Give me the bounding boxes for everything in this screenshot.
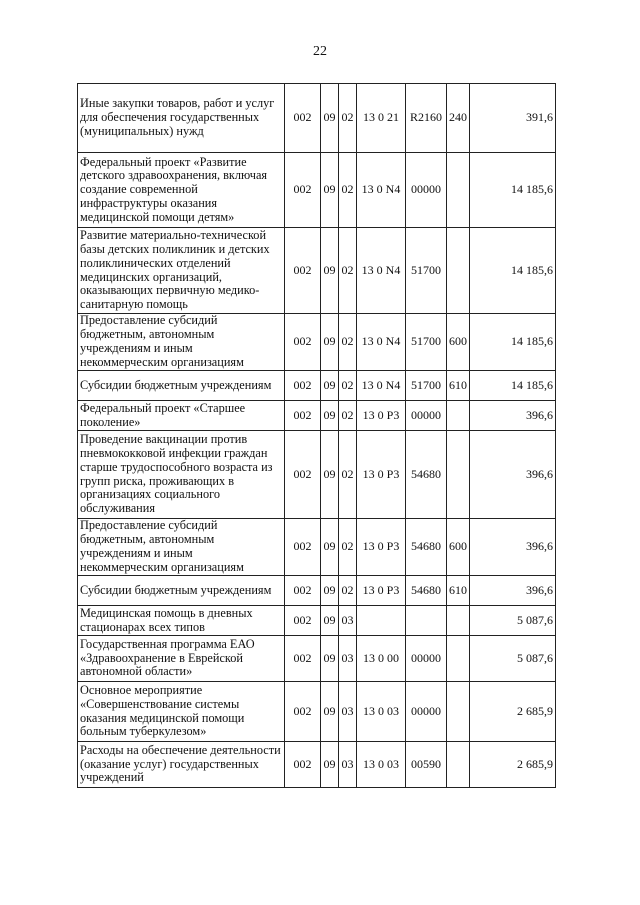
section-code-cell: 09 bbox=[321, 519, 339, 576]
direction-code-cell: 00000 bbox=[406, 401, 447, 431]
table-row bbox=[78, 314, 556, 371]
amount-cell: 396,6 bbox=[470, 576, 556, 606]
program-code-cell: 13 0 P3 bbox=[357, 519, 406, 576]
direction-code-cell: 00000 bbox=[406, 636, 447, 682]
direction-code-cell: 54680 bbox=[406, 576, 447, 606]
section-code-cell: 09 bbox=[321, 636, 339, 682]
subsection-code-cell: 02 bbox=[339, 431, 357, 519]
ministry-code-cell: 002 bbox=[285, 576, 321, 606]
section-code-cell: 09 bbox=[321, 84, 339, 153]
direction-code-cell: 54680 bbox=[406, 431, 447, 519]
subsection-code-cell: 02 bbox=[339, 153, 357, 228]
subsection-code-cell: 02 bbox=[339, 314, 357, 371]
program-code-cell: 13 0 N4 bbox=[357, 314, 406, 371]
expense-type-code-cell: 610 bbox=[447, 371, 470, 401]
section-code-cell: 09 bbox=[321, 228, 339, 314]
ministry-code-cell: 002 bbox=[285, 153, 321, 228]
program-code-cell: 13 0 P3 bbox=[357, 431, 406, 519]
expense-type-code-cell: 600 bbox=[447, 314, 470, 371]
direction-code-cell: 51700 bbox=[406, 371, 447, 401]
subsection-code-cell: 02 bbox=[339, 228, 357, 314]
section-code-cell: 09 bbox=[321, 576, 339, 606]
direction-code-cell: R2160 bbox=[406, 84, 447, 153]
row-name-cell: Федеральный проект «Развитие детского здравоохранения, включая создание современной инфраструктуры оказания медицинской помощи детям» bbox=[78, 153, 285, 228]
program-code-cell: 13 0 21 bbox=[357, 84, 406, 153]
table-row bbox=[78, 431, 556, 519]
ministry-code-cell: 002 bbox=[285, 742, 321, 788]
expense-type-code-cell: 600 bbox=[447, 519, 470, 576]
ministry-code-cell: 002 bbox=[285, 401, 321, 431]
direction-code-cell: 51700 bbox=[406, 314, 447, 371]
subsection-code-cell: 02 bbox=[339, 84, 357, 153]
row-name-cell: Проведение вакцинации против пневмококковой инфекции граждан старше трудоспособного возраста из групп риска, проживающих в организациях социального обслуживания bbox=[78, 431, 285, 519]
budget-table-body bbox=[78, 84, 556, 788]
expense-type-code-cell bbox=[447, 153, 470, 228]
amount-cell: 14 185,6 bbox=[470, 228, 556, 314]
row-name-cell: Субсидии бюджетным учреждениям bbox=[78, 371, 285, 401]
section-code-cell: 09 bbox=[321, 314, 339, 371]
section-code-cell: 09 bbox=[321, 742, 339, 788]
section-code-cell: 09 bbox=[321, 371, 339, 401]
expense-type-code-cell: 610 bbox=[447, 576, 470, 606]
budget-table bbox=[77, 83, 556, 788]
ministry-code-cell: 002 bbox=[285, 371, 321, 401]
expense-type-code-cell bbox=[447, 228, 470, 314]
subsection-code-cell: 03 bbox=[339, 606, 357, 636]
amount-cell: 396,6 bbox=[470, 401, 556, 431]
section-code-cell: 09 bbox=[321, 431, 339, 519]
table-row bbox=[78, 682, 556, 742]
program-code-cell: 13 0 03 bbox=[357, 682, 406, 742]
ministry-code-cell: 002 bbox=[285, 228, 321, 314]
expense-type-code-cell bbox=[447, 401, 470, 431]
expense-type-code-cell bbox=[447, 636, 470, 682]
amount-cell: 396,6 bbox=[470, 519, 556, 576]
subsection-code-cell: 02 bbox=[339, 371, 357, 401]
expense-type-code-cell bbox=[447, 431, 470, 519]
amount-cell: 14 185,6 bbox=[470, 371, 556, 401]
amount-cell: 14 185,6 bbox=[470, 314, 556, 371]
subsection-code-cell: 02 bbox=[339, 519, 357, 576]
expense-type-code-cell bbox=[447, 742, 470, 788]
page-number: 22 bbox=[313, 44, 327, 59]
table-row bbox=[78, 576, 556, 606]
ministry-code-cell: 002 bbox=[285, 84, 321, 153]
expense-type-code-cell bbox=[447, 682, 470, 742]
amount-cell: 391,6 bbox=[470, 84, 556, 153]
program-code-cell: 13 0 P3 bbox=[357, 576, 406, 606]
row-name-cell: Государственная программа ЕАО «Здравоохранение в Еврейской автономной области» bbox=[78, 636, 285, 682]
program-code-cell: 13 0 00 bbox=[357, 636, 406, 682]
program-code-cell: 13 0 P3 bbox=[357, 401, 406, 431]
section-code-cell: 09 bbox=[321, 153, 339, 228]
direction-code-cell: 00590 bbox=[406, 742, 447, 788]
amount-cell: 14 185,6 bbox=[470, 153, 556, 228]
amount-cell: 396,6 bbox=[470, 431, 556, 519]
ministry-code-cell: 002 bbox=[285, 606, 321, 636]
table-row bbox=[78, 228, 556, 314]
direction-code-cell bbox=[406, 606, 447, 636]
section-code-cell: 09 bbox=[321, 401, 339, 431]
amount-cell: 2 685,9 bbox=[470, 682, 556, 742]
row-name-cell: Иные закупки товаров, работ и услуг для обеспечения государственных (муниципальных) нужд bbox=[78, 84, 285, 153]
ministry-code-cell: 002 bbox=[285, 431, 321, 519]
subsection-code-cell: 03 bbox=[339, 636, 357, 682]
subsection-code-cell: 02 bbox=[339, 576, 357, 606]
amount-cell: 5 087,6 bbox=[470, 636, 556, 682]
direction-code-cell: 54680 bbox=[406, 519, 447, 576]
table-row bbox=[78, 519, 556, 576]
table-row bbox=[78, 84, 556, 153]
subsection-code-cell: 03 bbox=[339, 742, 357, 788]
program-code-cell: 13 0 N4 bbox=[357, 228, 406, 314]
ministry-code-cell: 002 bbox=[285, 682, 321, 742]
direction-code-cell: 51700 bbox=[406, 228, 447, 314]
table-row bbox=[78, 371, 556, 401]
row-name-cell: Расходы на обеспечение деятельности (оказание услуг) государственных учреждений bbox=[78, 742, 285, 788]
ministry-code-cell: 002 bbox=[285, 519, 321, 576]
row-name-cell: Медицинская помощь в дневных стационарах всех типов bbox=[78, 606, 285, 636]
row-name-cell: Федеральный проект «Старшее поколение» bbox=[78, 401, 285, 431]
row-name-cell: Развитие материально-технической базы детских поликлиник и детских поликлинических отделений медицинских организаций, оказывающих первичную медико-санитарную помощь bbox=[78, 228, 285, 314]
section-code-cell: 09 bbox=[321, 606, 339, 636]
program-code-cell: 13 0 N4 bbox=[357, 371, 406, 401]
row-name-cell: Основное мероприятие «Совершенствование системы оказания медицинской помощи больным туберкулезом» bbox=[78, 682, 285, 742]
subsection-code-cell: 03 bbox=[339, 682, 357, 742]
program-code-cell: 13 0 03 bbox=[357, 742, 406, 788]
ministry-code-cell: 002 bbox=[285, 314, 321, 371]
table-row bbox=[78, 606, 556, 636]
direction-code-cell: 00000 bbox=[406, 153, 447, 228]
expense-type-code-cell bbox=[447, 606, 470, 636]
row-name-cell: Предоставление субсидий бюджетным, автономным учреждениям и иным некоммерческим организациям bbox=[78, 519, 285, 576]
table-row bbox=[78, 742, 556, 788]
table-row bbox=[78, 401, 556, 431]
program-code-cell bbox=[357, 606, 406, 636]
ministry-code-cell: 002 bbox=[285, 636, 321, 682]
program-code-cell: 13 0 N4 bbox=[357, 153, 406, 228]
row-name-cell: Субсидии бюджетным учреждениям bbox=[78, 576, 285, 606]
section-code-cell: 09 bbox=[321, 682, 339, 742]
direction-code-cell: 00000 bbox=[406, 682, 447, 742]
row-name-cell: Предоставление субсидий бюджетным, автономным учреждениям и иным некоммерческим организациям bbox=[78, 314, 285, 371]
amount-cell: 2 685,9 bbox=[470, 742, 556, 788]
expense-type-code-cell: 240 bbox=[447, 84, 470, 153]
table-row bbox=[78, 153, 556, 228]
table-row bbox=[78, 636, 556, 682]
subsection-code-cell: 02 bbox=[339, 401, 357, 431]
amount-cell: 5 087,6 bbox=[470, 606, 556, 636]
